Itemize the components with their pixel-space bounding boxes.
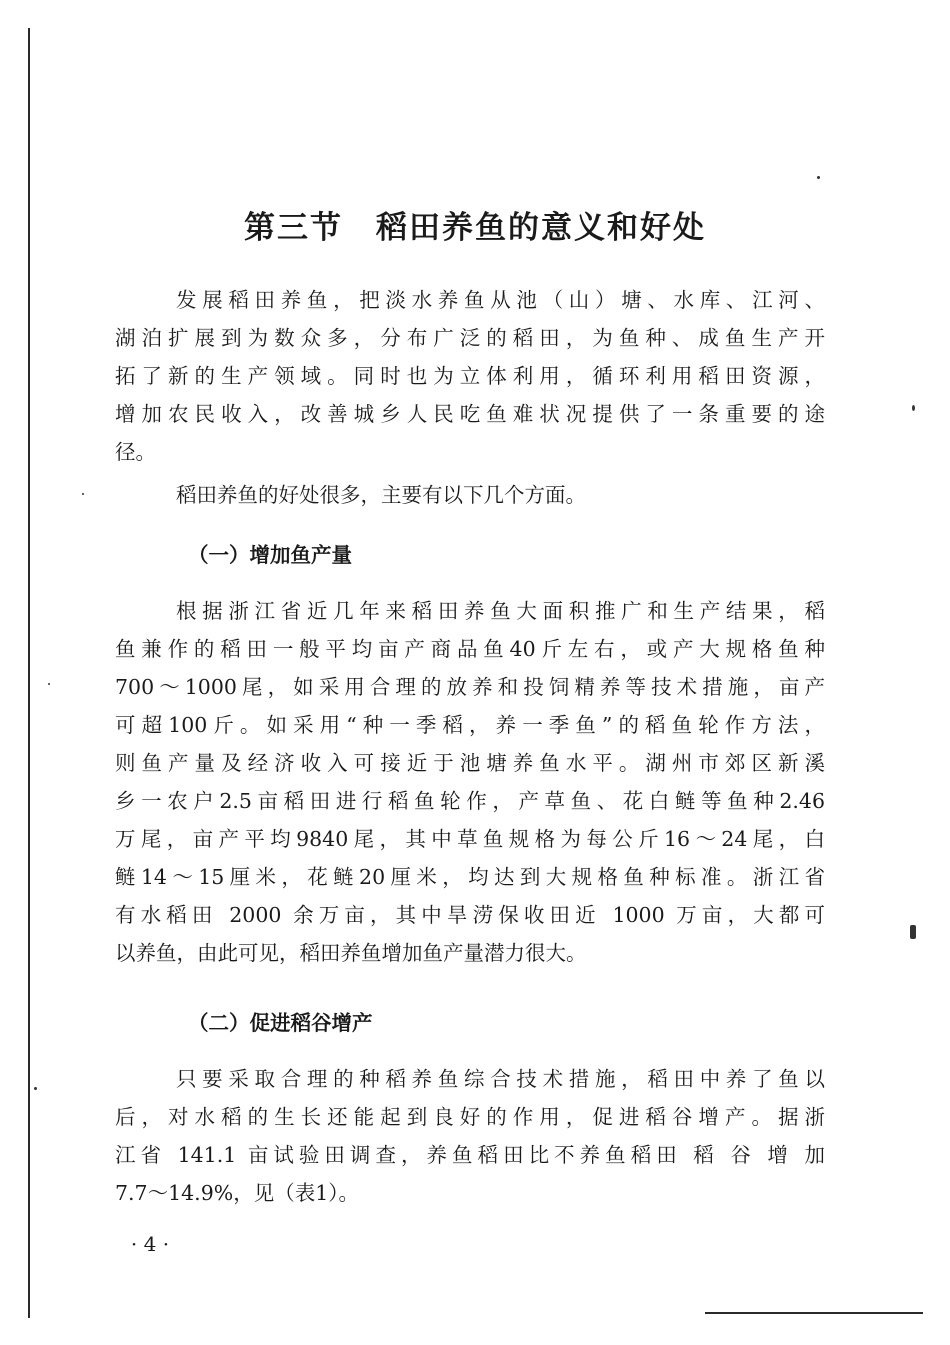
intro-paragraph — [115, 281, 825, 471]
page-number: · 4 · — [130, 1232, 170, 1256]
text-line: 湖泊扩展到为数众多，分布广泛的稻田，为鱼种、成鱼生产开 — [115, 326, 825, 350]
scan-speck — [910, 925, 916, 939]
subheading-increase-fish-yield: （一）增加鱼产量 — [188, 543, 352, 567]
text-line: 乡一农户2.5亩稻田进行稻鱼轮作，产草鱼、花白鲢等鱼种2.46 — [115, 789, 825, 813]
text-line: 700～1000尾，如采用合理的放养和投饲精养等技术措施，亩产 — [115, 675, 825, 699]
section2-paragraph — [115, 1060, 825, 1212]
text-line: 根据浙江省近几年来稻田养鱼大面积推广和生产结果，稻 — [176, 599, 825, 623]
text-line: 只要采取合理的种稻养鱼综合技术措施，稻田中养了鱼以 — [176, 1067, 825, 1091]
text-line: 江省 141.1 亩试验田调查，养鱼稻田比不养鱼稻田 稻 谷 增 加 — [115, 1143, 825, 1167]
text-line: 稻田养鱼的好处很多，主要有以下几个方面。 — [176, 483, 586, 507]
text-line: 以养鱼，由此可见，稻田养鱼增加鱼产量潜力很大。 — [115, 941, 587, 965]
section1-paragraph — [115, 592, 825, 972]
text-line: 增加农民收入，改善城乡人民吃鱼难状况提供了一条重要的途 — [115, 402, 825, 426]
scan-speck — [912, 405, 915, 411]
scan-speck — [817, 176, 820, 179]
scan-speck — [82, 493, 84, 495]
summary-paragraph — [115, 476, 825, 514]
text-line: 鱼兼作的稻田一般平均亩产商品鱼40斤左右，或产大规格鱼种 — [115, 637, 825, 661]
scan-bottom-rule — [705, 1312, 923, 1314]
scan-speck — [34, 1087, 37, 1090]
text-line: 拓了新的生产领域。同时也为立体利用，循环利用稻田资源， — [115, 364, 825, 388]
text-line: 鲢14～15厘米，花鲢20厘米，均达到大规格鱼种标准。浙江省 — [115, 865, 825, 889]
scan-speck — [48, 683, 50, 685]
text-line: 后，对水稻的生长还能起到良好的作用，促进稻谷增产。据浙 — [115, 1105, 825, 1129]
text-line: 则鱼产量及经济收入可接近于池塘养鱼水平。湖州市郊区新溪 — [115, 751, 825, 775]
subheading-promote-rice-yield: （二）促进稻谷增产 — [188, 1011, 373, 1035]
text-line: 万尾，亩产平均9840尾，其中草鱼规格为每公斤16～24尾，白 — [115, 827, 825, 851]
text-line: 7.7～14.9%，见（表1）。 — [115, 1181, 360, 1205]
text-line: 可超100斤。如采用“种一季稻，养一季鱼”的稻鱼轮作方法， — [115, 713, 825, 737]
text-line: 有水稻田 2000 余万亩，其中旱涝保收田近 1000 万亩，大都可 — [115, 903, 825, 927]
section-title: 第三节 稻田养鱼的意义和好处 — [244, 210, 706, 246]
text-line: 发展稻田养鱼，把淡水养鱼从池（山）塘、水库、江河、 — [176, 288, 825, 312]
text-line: 径。 — [115, 440, 156, 464]
